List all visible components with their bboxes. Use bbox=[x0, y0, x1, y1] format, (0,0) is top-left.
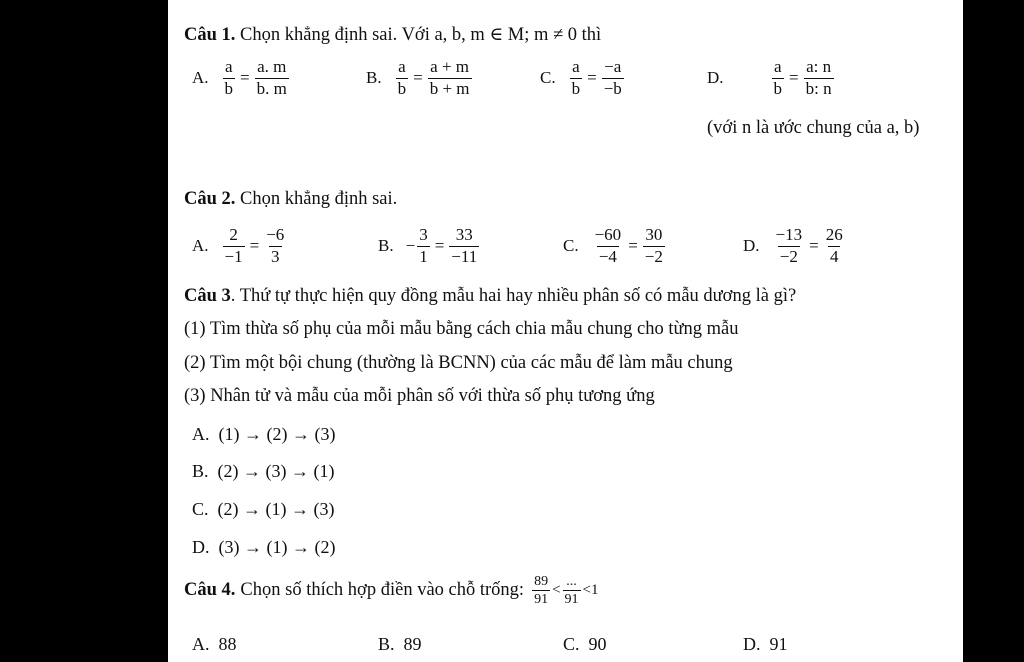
option-text: 89 bbox=[403, 634, 422, 654]
option-text: (2) → (1) → (3) bbox=[217, 499, 335, 519]
frac-num: 30 bbox=[645, 225, 663, 244]
q1-note: (với n là ước chung của a, b) bbox=[707, 118, 920, 138]
q3-step-1: (1) Tìm thừa số phụ của mỗi mẫu bằng cách chia mẫu chung cho từng mẫu bbox=[184, 319, 739, 339]
option-letter: A. bbox=[192, 424, 210, 444]
option-text: (1) → (2) → (3) bbox=[218, 424, 336, 444]
worksheet-page bbox=[168, 0, 963, 662]
equals-sign: = bbox=[587, 68, 597, 88]
option-letter: D. bbox=[743, 236, 760, 256]
equals-sign: = bbox=[434, 236, 445, 256]
frac-num: −13 bbox=[775, 225, 803, 244]
equals-sign: = bbox=[413, 68, 423, 88]
option-letter: D. bbox=[743, 634, 761, 654]
blank-numerator[interactable]: ... bbox=[566, 574, 577, 589]
frac-num: 26 bbox=[825, 225, 843, 244]
frac-den: b bbox=[397, 78, 407, 98]
equals-sign: = bbox=[240, 68, 250, 88]
frac-num: a bbox=[572, 57, 580, 76]
frac-den: 91 bbox=[534, 592, 549, 608]
q4-text: Chọn số thích hợp điền vào chỗ trống: bbox=[240, 580, 525, 601]
frac-den: 91 bbox=[564, 592, 579, 608]
frac-num: a bbox=[225, 57, 233, 76]
q1-prompt bbox=[184, 24, 601, 46]
q2-prompt bbox=[184, 189, 397, 210]
frac-num: a + m bbox=[430, 57, 470, 76]
q3-prompt bbox=[184, 286, 796, 307]
q1-label: Câu 1. bbox=[184, 25, 236, 45]
option-text: 91 bbox=[769, 634, 788, 654]
frac-den: b bbox=[773, 78, 783, 98]
frac-den: 4 bbox=[829, 246, 839, 266]
option-letter: D. bbox=[707, 68, 724, 88]
equals-sign: = bbox=[628, 236, 638, 256]
frac-num: a: n bbox=[806, 57, 832, 76]
equals-sign: = bbox=[249, 236, 260, 256]
option-letter: C. bbox=[192, 499, 209, 519]
frac-num: a bbox=[398, 57, 406, 76]
option-letter: D. bbox=[192, 537, 210, 557]
frac-den: 3 bbox=[271, 246, 280, 266]
q4-prompt bbox=[184, 574, 599, 608]
option-letter: A. bbox=[192, 634, 210, 654]
q2-text: Chọn khẳng định sai. bbox=[240, 189, 398, 209]
option-letter: A. bbox=[192, 68, 209, 88]
frac-den: b: n bbox=[805, 78, 832, 98]
q4-option-d[interactable] bbox=[743, 634, 788, 655]
q2-option-c[interactable] bbox=[563, 226, 667, 266]
frac-num: −a bbox=[604, 57, 622, 76]
frac-den: b bbox=[571, 78, 581, 98]
frac-num: 33 bbox=[455, 225, 473, 244]
option-letter: B. bbox=[192, 461, 209, 481]
frac-den: −1 bbox=[224, 246, 243, 266]
frac-den: 1 bbox=[419, 246, 428, 266]
option-letter: B. bbox=[378, 236, 394, 256]
q1-option-c[interactable] bbox=[540, 58, 626, 98]
rhs-value: 1 bbox=[591, 582, 599, 599]
minus-sign: − bbox=[405, 236, 416, 256]
frac-num: 89 bbox=[534, 574, 549, 589]
q2-option-a[interactable] bbox=[192, 226, 288, 266]
option-letter: B. bbox=[366, 68, 382, 88]
q3-label: Câu 3 bbox=[184, 286, 231, 306]
q4-option-b[interactable] bbox=[378, 634, 422, 655]
option-letter: B. bbox=[378, 634, 395, 654]
less-than-sign: < bbox=[582, 582, 591, 599]
q4-option-c[interactable] bbox=[563, 634, 607, 655]
q4-label: Câu 4. bbox=[184, 580, 236, 601]
frac-den: b + m bbox=[429, 78, 470, 98]
frac-num: 3 bbox=[419, 225, 428, 244]
frac-num: 2 bbox=[229, 225, 238, 244]
frac-den: −11 bbox=[451, 246, 478, 266]
frac-den: b bbox=[224, 78, 234, 98]
frac-den: −2 bbox=[644, 246, 663, 266]
q2-option-d[interactable] bbox=[743, 226, 847, 266]
q3-option-b[interactable] bbox=[192, 461, 334, 482]
q1-text: Chọn khẳng định sai. Với a, b, m ∈ M; m ≠ 0 thì bbox=[240, 25, 602, 45]
q1-option-a[interactable] bbox=[192, 58, 291, 98]
q3-option-a[interactable] bbox=[192, 424, 335, 445]
frac-den: −b bbox=[603, 78, 622, 98]
option-text: (2) → (3) → (1) bbox=[217, 461, 335, 481]
frac-den: b. m bbox=[256, 78, 287, 98]
option-letter: C. bbox=[540, 68, 556, 88]
frac-num: −6 bbox=[266, 225, 285, 244]
q2-label: Câu 2. bbox=[184, 189, 236, 209]
option-letter: C. bbox=[563, 236, 579, 256]
less-than-sign: < bbox=[552, 582, 561, 599]
q3-text: . Thứ tự thực hiện quy đồng mẫu hai hay nhiều phân số có mẫu dương là gì? bbox=[230, 286, 797, 306]
option-letter: A. bbox=[192, 236, 209, 256]
frac-num: a. m bbox=[257, 57, 287, 76]
q3-step-2: (2) Tìm một bội chung (thường là BCNN) của các mẫu để làm mẫu chung bbox=[184, 353, 733, 373]
q1-option-d[interactable] bbox=[707, 58, 836, 98]
q2-option-b[interactable] bbox=[378, 226, 481, 266]
q4-option-a[interactable] bbox=[192, 634, 237, 655]
q3-option-c[interactable] bbox=[192, 499, 334, 520]
q3-step-3: (3) Nhân tử và mẫu của mỗi phân số với thừa số phụ tương ứng bbox=[184, 386, 655, 406]
q1-option-b[interactable] bbox=[366, 58, 474, 98]
frac-num: a bbox=[774, 57, 782, 76]
option-text: (3) → (1) → (2) bbox=[218, 537, 336, 557]
equals-sign: = bbox=[809, 236, 819, 256]
q3-option-d[interactable] bbox=[192, 537, 335, 558]
frac-den: −2 bbox=[779, 246, 798, 266]
equals-sign: = bbox=[789, 68, 799, 88]
frac-den: −4 bbox=[598, 246, 617, 266]
option-text: 88 bbox=[218, 634, 237, 654]
frac-num: −60 bbox=[594, 225, 622, 244]
option-letter: C. bbox=[563, 634, 580, 654]
option-text: 90 bbox=[588, 634, 607, 654]
